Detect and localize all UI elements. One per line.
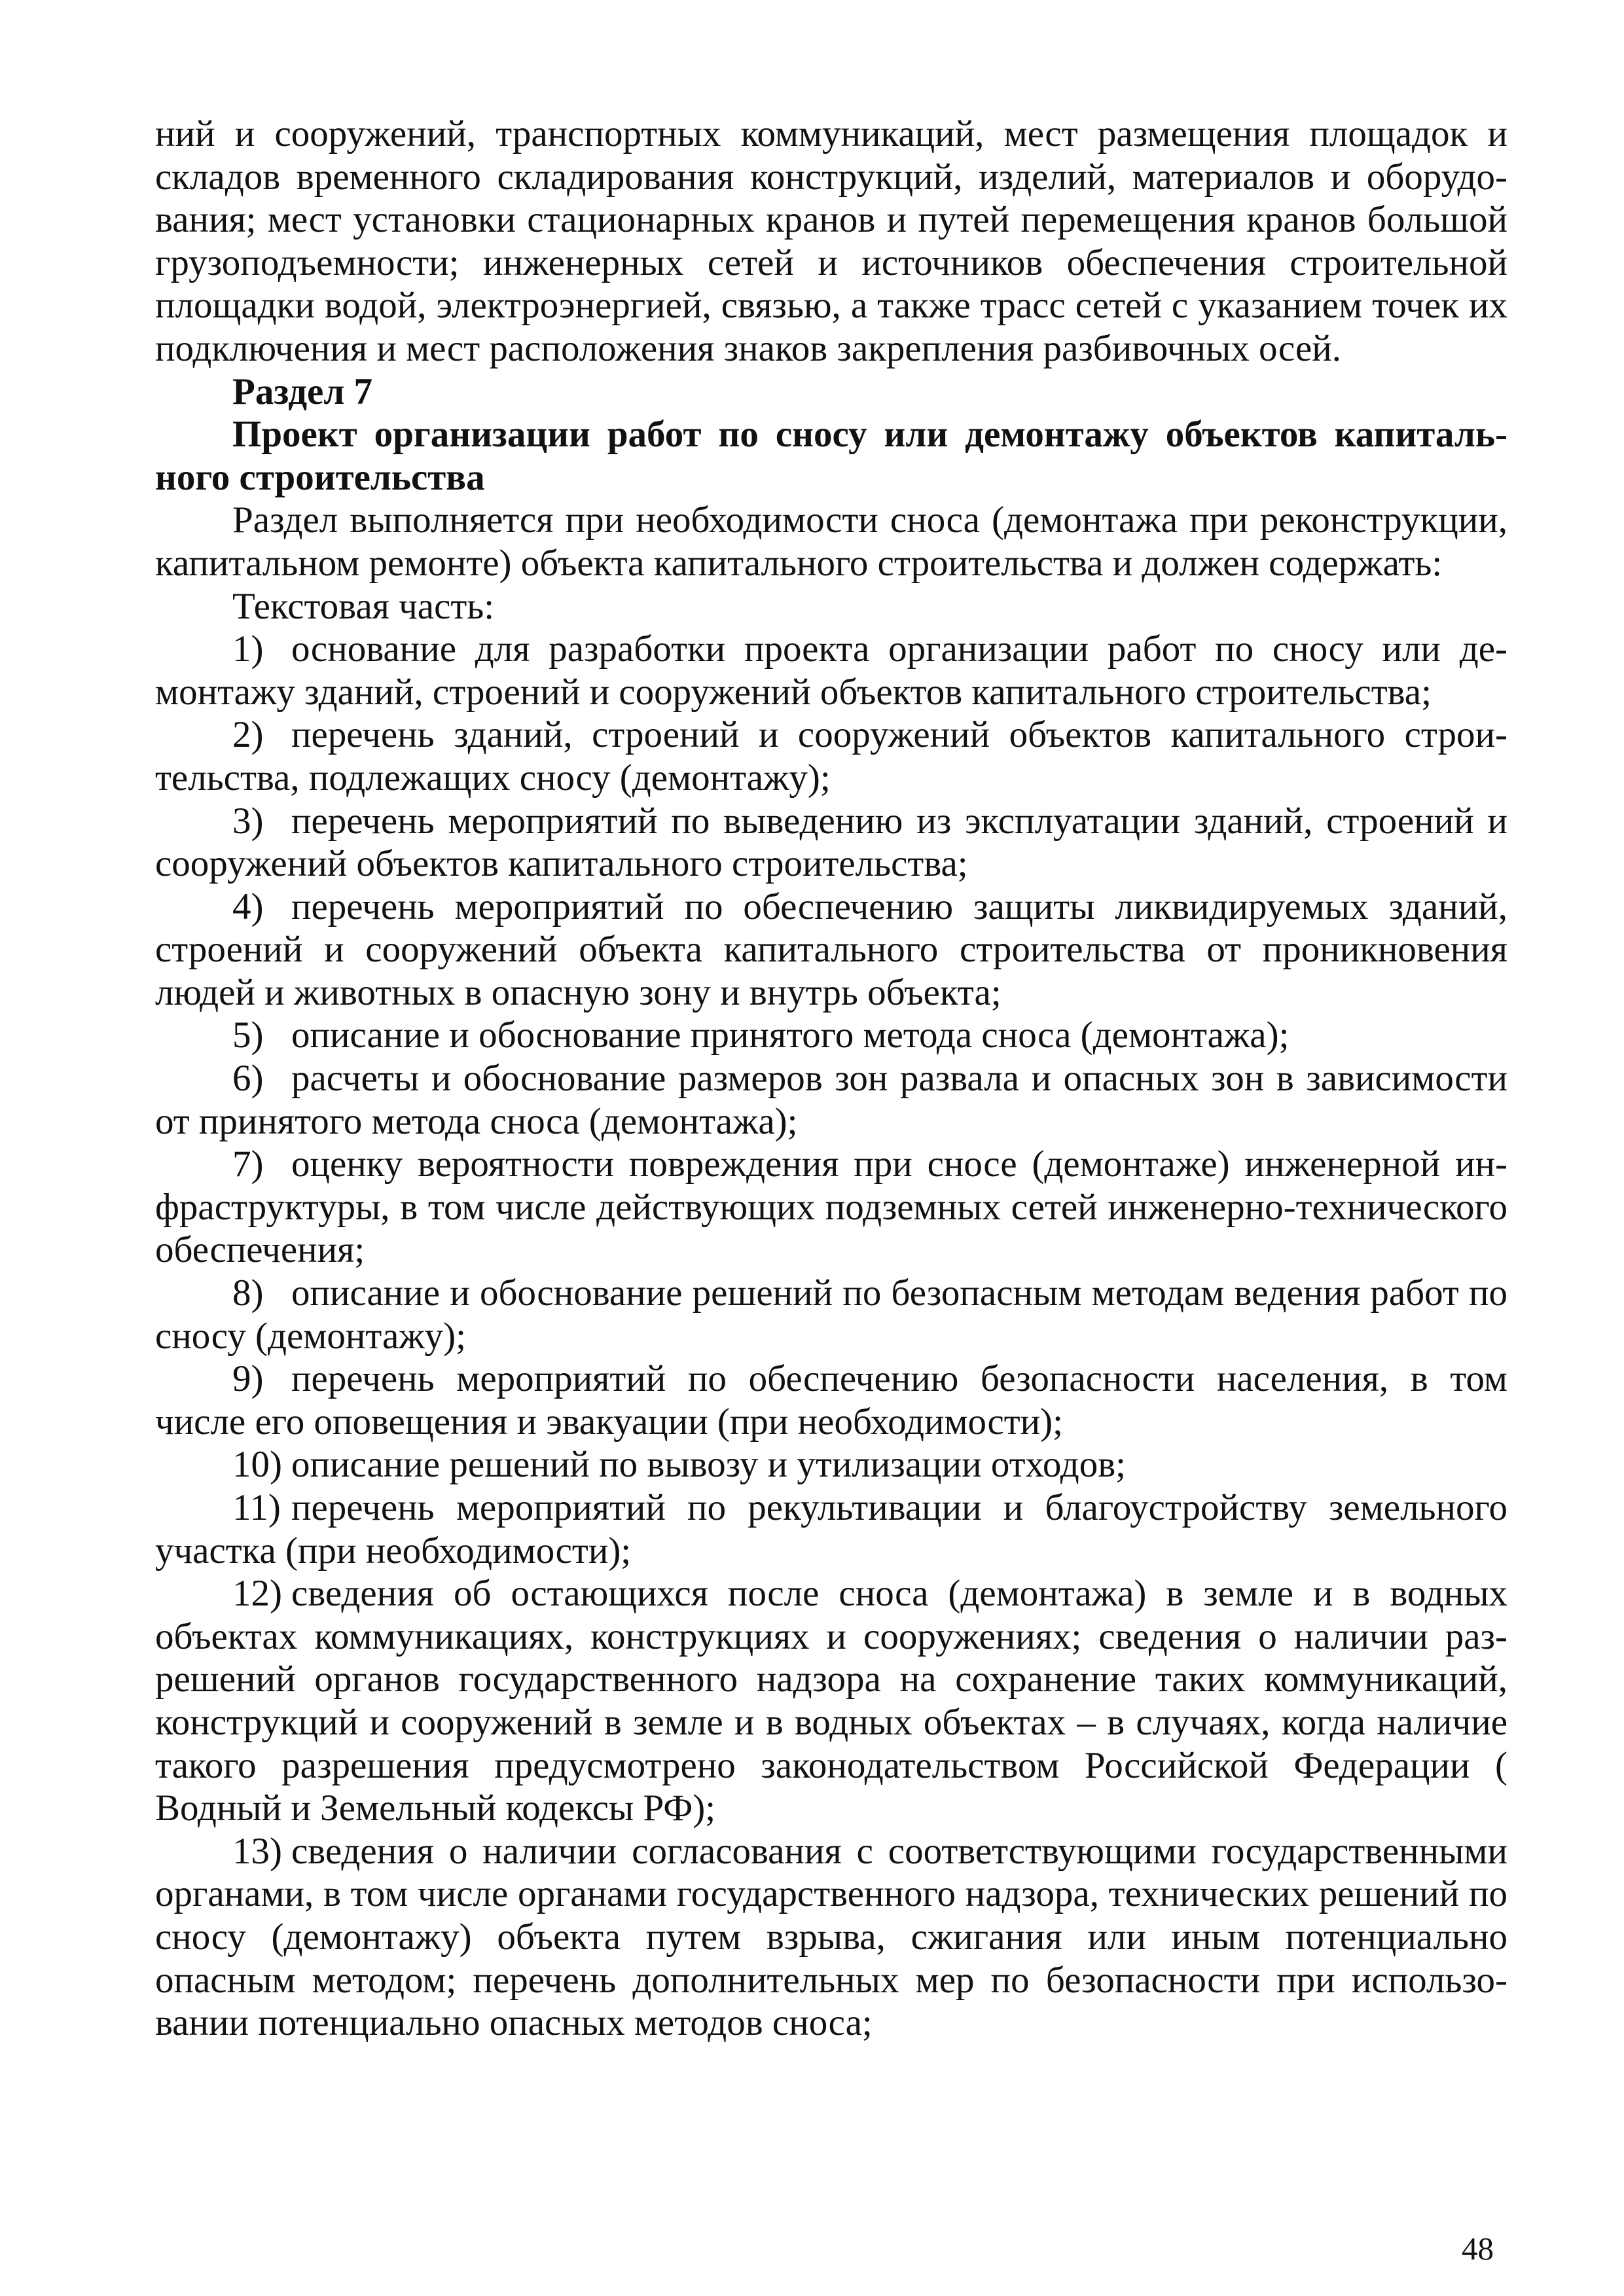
list-item-number: 7) [232, 1143, 264, 1185]
list-item-text: оценку вероятности повреждения при сносе (демонтаже) инженерной инфраструктуры, в том числе действующих подземных сетей инженерно-технического обеспечения; [155, 1143, 1507, 1271]
page-number: 48 [1462, 2231, 1494, 2267]
list-item [155, 886, 1507, 1014]
list-item [155, 1143, 1507, 1272]
list-item [155, 713, 1507, 799]
intro-paragraph: Раздел выполняется при необходимости сноса (демонтажа при реконструкции, капитальном ремонте) объекта капитального строительства и должен содержать: [155, 499, 1507, 584]
list-item-text: перечень мероприятий по обеспечению защиты ликвидируемых зданий, строений и сооружений объекта капитального строительства от проникновения людей и животных в опасную зону и внутрь объекта; [155, 886, 1507, 1013]
list-item [155, 1443, 1507, 1486]
list-item [155, 1486, 1507, 1572]
list-item-text: описание решений по вывозу и утилизации отходов; [291, 1444, 1126, 1486]
list-item [155, 1830, 1507, 2045]
list-item [155, 628, 1507, 713]
list-item-text: перечень мероприятий по рекультивации и благоустройству земельного участка (при необходимости); [155, 1487, 1507, 1571]
list-item-number: 8) [232, 1272, 264, 1314]
list-item-text: расчеты и обоснование размеров зон развала и опасных зон в зависимости от принятого метода сноса (демонтажа); [155, 1058, 1507, 1142]
list-item-number: 4) [232, 886, 264, 927]
list-item-number: 2) [232, 714, 264, 756]
list-item-text: перечень мероприятий по обеспечению безопасности населения, в том числе его оповещения и эвакуации (при необходимости); [155, 1358, 1507, 1443]
list-item-text: сведения об остающихся после сноса (демонтажа) в земле и в водных объектах коммуникациях, конструкциях и сооружениях; сведения о наличии разрешений органов государственного надзора на сохранение таких коммуникаций, конструкций и сооружений в земле и в водных объектах – в случаях, когда наличие такого разрешения предусмотрено законодательством Российской Федерации ( Водный и Земельный кодексы РФ); [155, 1573, 1507, 1829]
list-item-text: перечень зданий, строений и сооружений объектов капитального строительства, подлежащих сносу (демонтажу); [155, 714, 1507, 798]
list-item-text: описание и обоснование решений по безопасным методам ведения работ по сносу (демонтажу); [155, 1272, 1507, 1357]
list-item [155, 1272, 1507, 1357]
list-item [155, 1357, 1507, 1443]
list-item-number: 11) [232, 1487, 281, 1528]
list-item-number: 10) [232, 1444, 282, 1486]
list-item [155, 1572, 1507, 1830]
list-item-number: 1) [232, 628, 264, 670]
section-title: Проект организации работ по сносу или демонтажу объектов капитального строительства [155, 414, 1507, 498]
list-item-number: 9) [232, 1358, 264, 1400]
list-item-number: 12) [232, 1573, 282, 1615]
section-label: Раздел 7 [232, 370, 373, 412]
list-item [155, 1057, 1507, 1143]
list-item-text: основание для разработки проекта организации работ по сносу или демонтажу зданий, строений и сооружений объектов капитального строительства; [155, 628, 1507, 713]
list-item [155, 1014, 1507, 1057]
text-part-label: Текстовая часть: [232, 585, 495, 627]
continuation-paragraph: ний и сооружений, транспортных коммуникаций, мест размещения площадок и складов временного складирования конструкций, изделий, материалов и оборудования; мест установки стационарных кранов и путей перемещения кранов большой грузоподъемности; инженерных сетей и источников обеспечения строительной площадки водой, электроэнергией, связью, а также трасс сетей с указанием точек их подключения и мест расположения знаков закрепления разбивочных осей. [155, 113, 1507, 369]
document-page [155, 113, 1507, 2045]
list-item-text: сведения о наличии согласования с соответствующими государственными органами, в том числе органами государственного надзора, технических решений по сносу (демонтажу) объекта путем взрыва, сжигания или иным потенциально опасным методом; перечень дополнительных мер по безопасности при использовании потенциально опасных методов сноса; [155, 1830, 1507, 2044]
list-item [155, 800, 1507, 886]
list-item-number: 5) [232, 1014, 264, 1056]
list-item-number: 13) [232, 1830, 282, 1872]
list-item-text: перечень мероприятий по выведению из эксплуатации зданий, строений и сооружений объектов капитального строительства; [155, 800, 1507, 885]
list-item-number: 6) [232, 1058, 264, 1100]
list-item-text: описание и обоснование принятого метода сноса (демонтажа); [291, 1014, 1290, 1056]
list-item-number: 3) [232, 800, 264, 842]
